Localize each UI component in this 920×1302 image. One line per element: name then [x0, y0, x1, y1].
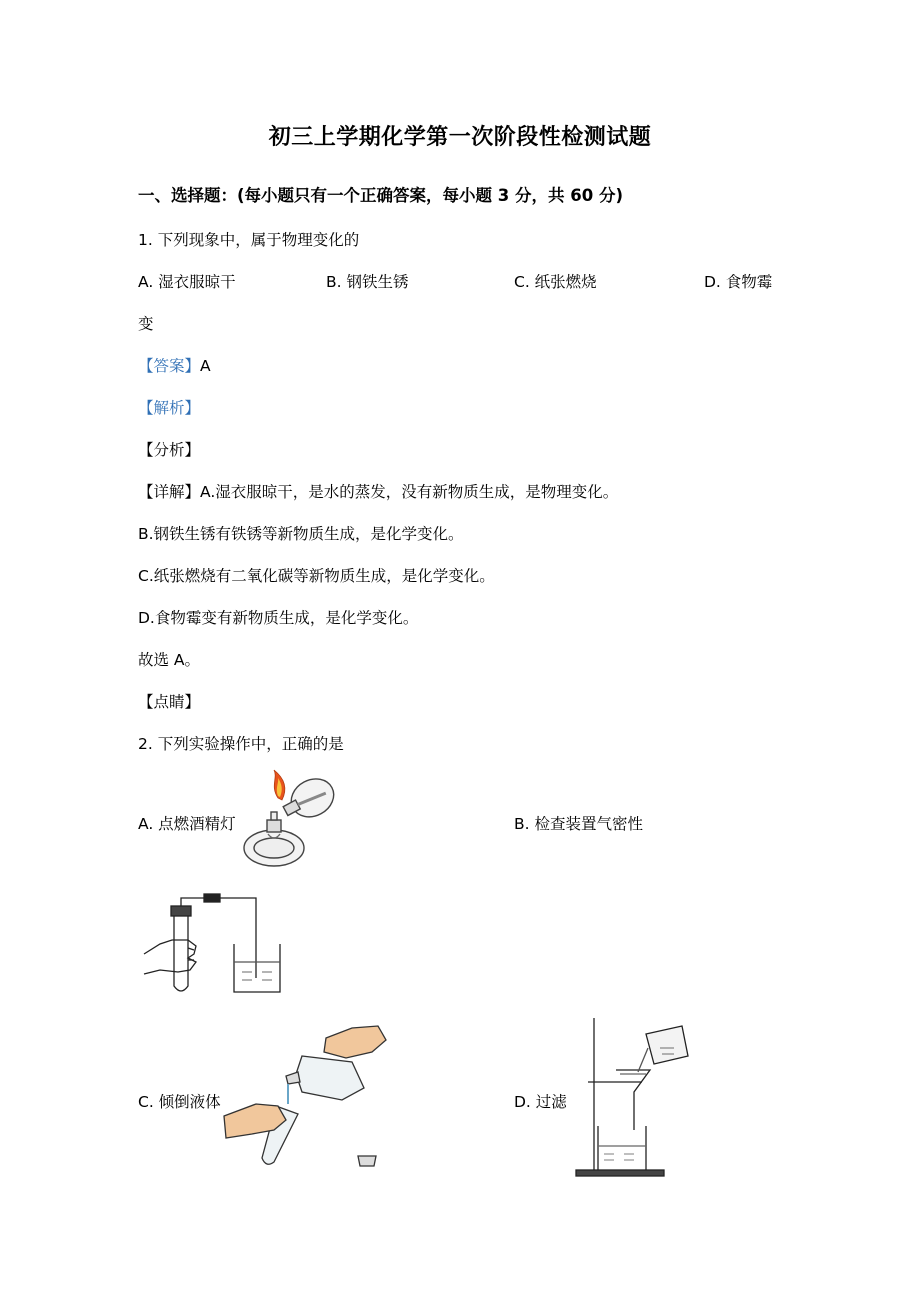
q1-detail-a [138, 480, 618, 502]
answer-tag: 【答案】 [138, 357, 201, 375]
airtightness-figure [138, 888, 294, 1000]
page-title: 初三上学期化学第一次阶段性检测试题 [268, 125, 652, 150]
q1-option-a: A. 湿衣服晾干 [138, 273, 236, 291]
detail-line: C.纸张燃烧有二氧化碳等新物质生成，是化学变化。 [138, 567, 495, 585]
q1-option-b: B. 钢铁生锈 [326, 273, 409, 291]
q1-option-c: C. 纸张燃烧 [514, 273, 597, 291]
filtration-figure [572, 1014, 692, 1180]
q1-stem: 1. 下列现象中，属于物理变化的 [138, 231, 360, 249]
detail-line: A.湿衣服晾干，是水的蒸发，没有新物质生成，是物理变化。 [200, 483, 619, 501]
q1-option-d-wrap: 变 [138, 315, 154, 333]
pouring-liquid-figure [222, 1022, 392, 1172]
answer-value: A [200, 357, 211, 375]
detail-line: B.钢铁生锈有铁锈等新物质生成，是化学变化。 [138, 525, 464, 543]
q1-conclusion: 故选 A。 [138, 651, 201, 669]
q2-option-a: A. 点燃酒精灯 [138, 815, 236, 833]
detail-tag: 【详解】 [138, 483, 201, 501]
detail-line: D.食物霉变有新物质生成，是化学变化。 [138, 609, 419, 627]
q2-option-c: C. 倾倒液体 [138, 1093, 221, 1111]
section-heading: 一、选择题：(每小题只有一个正确答案，每小题 3 分，共 60 分) [138, 186, 624, 205]
q1-option-d: D. 食物霉 [704, 273, 773, 291]
fenxi-tag: 【分析】 [138, 441, 201, 459]
analysis-tag: 【解析】 [138, 399, 201, 417]
q2-stem: 2. 下列实验操作中，正确的是 [138, 735, 344, 753]
alcohol-lamp-figure [238, 768, 342, 876]
q2-option-b: B. 检查装置气密性 [514, 815, 643, 833]
q1-answer [138, 354, 211, 376]
dianjing-tag: 【点睛】 [138, 693, 201, 711]
q2-option-d: D. 过滤 [514, 1093, 567, 1111]
